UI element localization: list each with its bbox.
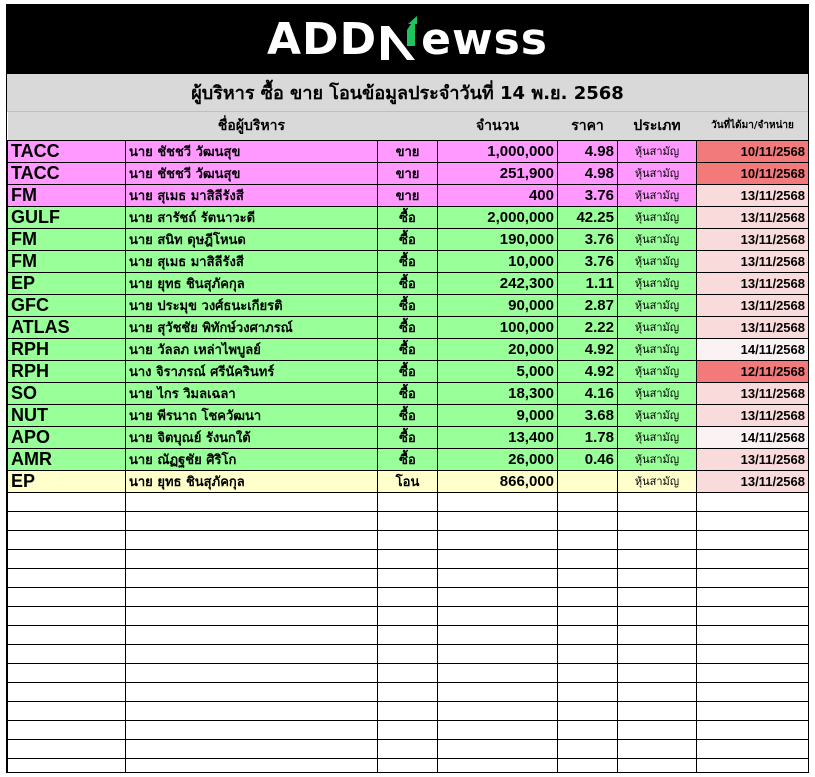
empty-row (8, 644, 809, 663)
cell-type: หุ้นสามัญ (618, 272, 697, 294)
cell-symbol: APO (8, 426, 126, 448)
cell-symbol: TACC (8, 162, 126, 184)
cell-type: หุ้นสามัญ (618, 294, 697, 316)
cell-action: ซื้อ (378, 272, 438, 294)
cell-price: 3.76 (558, 250, 618, 272)
cell-type: หุ้นสามัญ (618, 426, 697, 448)
cell-amount: 2,000,000 (438, 206, 558, 228)
cell-name: นาย ไกร วิมลเฉลา (126, 382, 378, 404)
empty-row (8, 663, 809, 682)
empty-row (8, 492, 809, 511)
empty-row (8, 530, 809, 549)
cell-type: หุ้นสามัญ (618, 228, 697, 250)
cell-amount: 20,000 (438, 338, 558, 360)
empty-cell (618, 549, 697, 568)
empty-cell (126, 663, 378, 682)
cell-amount: 26,000 (438, 448, 558, 470)
table-row (8, 404, 809, 426)
empty-cell (126, 625, 378, 644)
cell-type: หุ้นสามัญ (618, 184, 697, 206)
empty-cell (126, 492, 378, 511)
empty-cell (378, 758, 438, 773)
cell-price: 1.78 (558, 426, 618, 448)
empty-cell (697, 587, 809, 606)
empty-row (8, 625, 809, 644)
header-action (378, 112, 438, 140)
cell-type: หุ้นสามัญ (618, 470, 697, 492)
table-row (8, 272, 809, 294)
cell-amount: 13,400 (438, 426, 558, 448)
empty-cell (8, 530, 126, 549)
empty-cell (438, 530, 558, 549)
cell-price: 4.98 (558, 140, 618, 162)
empty-cell (8, 663, 126, 682)
empty-row (8, 739, 809, 758)
empty-row (8, 549, 809, 568)
empty-cell (697, 644, 809, 663)
empty-cell (378, 530, 438, 549)
empty-cell (8, 492, 126, 511)
cell-symbol: EP (8, 272, 126, 294)
empty-cell (558, 587, 618, 606)
empty-cell (697, 663, 809, 682)
empty-cell (126, 549, 378, 568)
cell-name: นาย สารัชถ์ รัตนาวะดี (126, 206, 378, 228)
cell-symbol: FM (8, 228, 126, 250)
cell-symbol: RPH (8, 360, 126, 382)
cell-amount: 10,000 (438, 250, 558, 272)
empty-cell (618, 568, 697, 587)
insider-table (7, 112, 809, 773)
cell-amount: 1,000,000 (438, 140, 558, 162)
cell-action: ซื้อ (378, 316, 438, 338)
empty-cell (438, 606, 558, 625)
cell-action: ซื้อ (378, 250, 438, 272)
cell-symbol: FM (8, 250, 126, 272)
table-row (8, 184, 809, 206)
empty-cell (618, 606, 697, 625)
cell-action: ขาย (378, 140, 438, 162)
empty-cell (126, 606, 378, 625)
cell-name: นาย สนิท ดุษฎีโหนด (126, 228, 378, 250)
empty-cell (438, 549, 558, 568)
table-row (8, 294, 809, 316)
empty-cell (697, 492, 809, 511)
empty-cell (618, 625, 697, 644)
empty-cell (558, 682, 618, 701)
empty-cell (618, 663, 697, 682)
cell-symbol: GULF (8, 206, 126, 228)
header-symbol (8, 112, 126, 140)
header-price: ราคา (558, 112, 618, 140)
empty-cell (378, 549, 438, 568)
cell-type: หุ้นสามัญ (618, 206, 697, 228)
empty-cell (378, 587, 438, 606)
cell-type: หุ้นสามัญ (618, 360, 697, 382)
cell-date: 13/11/2568 (697, 250, 809, 272)
table-row (8, 448, 809, 470)
empty-cell (438, 625, 558, 644)
report-title: ผู้บริหาร ซื้อ ขาย โอนข้อมูลประจำวันที่ 14 พ.ย. 2568 (7, 74, 808, 112)
cell-symbol: FM (8, 184, 126, 206)
empty-cell (8, 682, 126, 701)
cell-date: 14/11/2568 (697, 338, 809, 360)
cell-name: นาย ยุทธ ชินสุภัคกุล (126, 470, 378, 492)
empty-cell (8, 701, 126, 720)
empty-cell (8, 720, 126, 739)
empty-cell (558, 530, 618, 549)
cell-name: นาย สุวัชชัย พิทักษ์วงศาภรณ์ (126, 316, 378, 338)
logo-text-ewss: ewss (421, 14, 548, 65)
empty-cell (378, 625, 438, 644)
empty-cell (697, 720, 809, 739)
cell-name: นาย ยุทธ ชินสุภัคกุล (126, 272, 378, 294)
cell-amount: 400 (438, 184, 558, 206)
cell-action: ซื้อ (378, 360, 438, 382)
header-banner (7, 5, 808, 74)
empty-cell (126, 587, 378, 606)
cell-name: นาย ณัฏฐชัย ศิริโก (126, 448, 378, 470)
empty-cell (558, 625, 618, 644)
cell-symbol: RPH (8, 338, 126, 360)
cell-action: ซื้อ (378, 338, 438, 360)
empty-row (8, 587, 809, 606)
empty-cell (438, 492, 558, 511)
cell-symbol: NUT (8, 404, 126, 426)
empty-cell (618, 682, 697, 701)
cell-name: นาย ชัชชวี วัฒนสุข (126, 140, 378, 162)
cell-amount: 90,000 (438, 294, 558, 316)
logo-text-add: ADD (267, 14, 378, 65)
cell-symbol: AMR (8, 448, 126, 470)
empty-cell (558, 758, 618, 773)
table-row (8, 338, 809, 360)
empty-cell (438, 644, 558, 663)
cell-date: 13/11/2568 (697, 184, 809, 206)
table-row (8, 316, 809, 338)
cell-action: ซื้อ (378, 448, 438, 470)
table-row (8, 360, 809, 382)
cell-amount: 866,000 (438, 470, 558, 492)
cell-symbol: EP (8, 470, 126, 492)
cell-price: 1.11 (558, 272, 618, 294)
addnewss-logo (267, 14, 548, 65)
empty-cell (697, 682, 809, 701)
empty-cell (438, 758, 558, 773)
empty-cell (618, 587, 697, 606)
report-frame (6, 4, 809, 773)
empty-cell (618, 739, 697, 758)
table-row (8, 162, 809, 184)
cell-price: 0.46 (558, 448, 618, 470)
empty-cell (697, 530, 809, 549)
empty-cell (618, 511, 697, 530)
empty-cell (438, 663, 558, 682)
cell-name: นาย สุเมธ มาสิลีรังสี (126, 184, 378, 206)
empty-cell (697, 606, 809, 625)
empty-cell (378, 720, 438, 739)
cell-amount: 5,000 (438, 360, 558, 382)
empty-cell (8, 739, 126, 758)
empty-cell (378, 606, 438, 625)
cell-date: 13/11/2568 (697, 448, 809, 470)
empty-cell (618, 758, 697, 773)
empty-row (8, 568, 809, 587)
empty-cell (697, 739, 809, 758)
header-type: ประเภท (618, 112, 697, 140)
empty-cell (558, 663, 618, 682)
cell-amount: 100,000 (438, 316, 558, 338)
cell-price (558, 470, 618, 492)
table-row (8, 250, 809, 272)
cell-symbol: TACC (8, 140, 126, 162)
logo-n-icon (379, 16, 419, 64)
cell-type: หุ้นสามัญ (618, 140, 697, 162)
cell-amount: 251,900 (438, 162, 558, 184)
cell-action: โอน (378, 470, 438, 492)
empty-cell (558, 511, 618, 530)
table-row (8, 140, 809, 162)
empty-cell (378, 701, 438, 720)
cell-price: 4.16 (558, 382, 618, 404)
empty-cell (126, 568, 378, 587)
table-header-row (8, 112, 809, 140)
empty-cell (126, 644, 378, 663)
empty-cell (8, 606, 126, 625)
cell-price: 4.92 (558, 338, 618, 360)
empty-cell (8, 644, 126, 663)
empty-cell (558, 568, 618, 587)
cell-type: หุ้นสามัญ (618, 448, 697, 470)
cell-price: 3.68 (558, 404, 618, 426)
empty-cell (126, 682, 378, 701)
table-row (8, 206, 809, 228)
empty-cell (558, 720, 618, 739)
cell-date: 13/11/2568 (697, 470, 809, 492)
empty-cell (618, 492, 697, 511)
empty-cell (126, 511, 378, 530)
empty-cell (558, 644, 618, 663)
empty-cell (126, 530, 378, 549)
empty-cell (618, 720, 697, 739)
cell-type: หุ้นสามัญ (618, 382, 697, 404)
empty-cell (126, 701, 378, 720)
cell-amount: 190,000 (438, 228, 558, 250)
cell-date: 13/11/2568 (697, 228, 809, 250)
empty-row (8, 758, 809, 773)
cell-amount: 18,300 (438, 382, 558, 404)
cell-date: 13/11/2568 (697, 272, 809, 294)
cell-action: ขาย (378, 184, 438, 206)
cell-date: 10/11/2568 (697, 162, 809, 184)
empty-cell (618, 530, 697, 549)
empty-cell (378, 682, 438, 701)
cell-date: 13/11/2568 (697, 206, 809, 228)
cell-action: ขาย (378, 162, 438, 184)
cell-name: นาย ประมุข วงศ์ธนะเกียรติ (126, 294, 378, 316)
cell-date: 13/11/2568 (697, 294, 809, 316)
cell-date: 13/11/2568 (697, 316, 809, 338)
cell-action: ซื้อ (378, 382, 438, 404)
empty-cell (438, 739, 558, 758)
cell-price: 3.76 (558, 184, 618, 206)
cell-symbol: SO (8, 382, 126, 404)
empty-cell (126, 739, 378, 758)
empty-row (8, 606, 809, 625)
cell-type: หุ้นสามัญ (618, 316, 697, 338)
cell-date: 14/11/2568 (697, 426, 809, 448)
empty-cell (438, 511, 558, 530)
cell-action: ซื้อ (378, 228, 438, 250)
table-row (8, 382, 809, 404)
empty-cell (126, 720, 378, 739)
cell-amount: 9,000 (438, 404, 558, 426)
cell-action: ซื้อ (378, 404, 438, 426)
empty-cell (438, 701, 558, 720)
cell-type: หุ้นสามัญ (618, 250, 697, 272)
empty-cell (697, 625, 809, 644)
empty-cell (558, 701, 618, 720)
empty-cell (618, 644, 697, 663)
cell-type: หุ้นสามัญ (618, 404, 697, 426)
table-row (8, 426, 809, 448)
cell-type: หุ้นสามัญ (618, 338, 697, 360)
empty-cell (438, 568, 558, 587)
empty-cell (378, 511, 438, 530)
cell-action: ซื้อ (378, 426, 438, 448)
cell-date: 13/11/2568 (697, 404, 809, 426)
table-row (8, 228, 809, 250)
cell-name: นาย วัลลภ เหล่าไพบูลย์ (126, 338, 378, 360)
empty-cell (378, 739, 438, 758)
empty-cell (378, 663, 438, 682)
empty-cell (438, 720, 558, 739)
empty-cell (126, 758, 378, 773)
empty-cell (618, 701, 697, 720)
empty-cell (697, 701, 809, 720)
empty-cell (8, 568, 126, 587)
empty-cell (8, 549, 126, 568)
empty-cell (378, 568, 438, 587)
empty-cell (438, 682, 558, 701)
empty-cell (438, 587, 558, 606)
cell-type: หุ้นสามัญ (618, 162, 697, 184)
cell-date: 10/11/2568 (697, 140, 809, 162)
empty-cell (558, 606, 618, 625)
empty-row (8, 511, 809, 530)
empty-cell (558, 492, 618, 511)
cell-name: นาง จิราภรณ์ ศรีนัครินทร์ (126, 360, 378, 382)
cell-action: ซื้อ (378, 206, 438, 228)
cell-symbol: ATLAS (8, 316, 126, 338)
empty-cell (8, 511, 126, 530)
cell-action: ซื้อ (378, 294, 438, 316)
cell-price: 4.92 (558, 360, 618, 382)
cell-amount: 242,300 (438, 272, 558, 294)
empty-cell (8, 758, 126, 773)
header-name: ชื่อผู้บริหาร (126, 112, 378, 140)
empty-cell (8, 625, 126, 644)
cell-price: 2.87 (558, 294, 618, 316)
empty-cell (558, 549, 618, 568)
cell-name: นาย ชัชชวี วัฒนสุข (126, 162, 378, 184)
cell-date: 12/11/2568 (697, 360, 809, 382)
cell-price: 2.22 (558, 316, 618, 338)
header-amount: จำนวน (438, 112, 558, 140)
empty-cell (697, 511, 809, 530)
empty-cell (697, 758, 809, 773)
cell-price: 4.98 (558, 162, 618, 184)
cell-price: 42.25 (558, 206, 618, 228)
header-date: วันที่ได้มา/จำหน่าย (697, 112, 809, 140)
empty-row (8, 720, 809, 739)
cell-name: นาย จิตบุณย์ รังนกใต้ (126, 426, 378, 448)
empty-cell (378, 492, 438, 511)
table-row (8, 470, 809, 492)
cell-name: นาย สุเมธ มาสิลีรังสี (126, 250, 378, 272)
empty-row (8, 682, 809, 701)
cell-symbol: GFC (8, 294, 126, 316)
cell-price: 3.76 (558, 228, 618, 250)
empty-cell (558, 739, 618, 758)
empty-cell (697, 568, 809, 587)
empty-cell (8, 587, 126, 606)
cell-date: 13/11/2568 (697, 382, 809, 404)
empty-cell (697, 549, 809, 568)
cell-name: นาย พีรนาถ โชควัฒนา (126, 404, 378, 426)
empty-row (8, 701, 809, 720)
empty-cell (378, 644, 438, 663)
